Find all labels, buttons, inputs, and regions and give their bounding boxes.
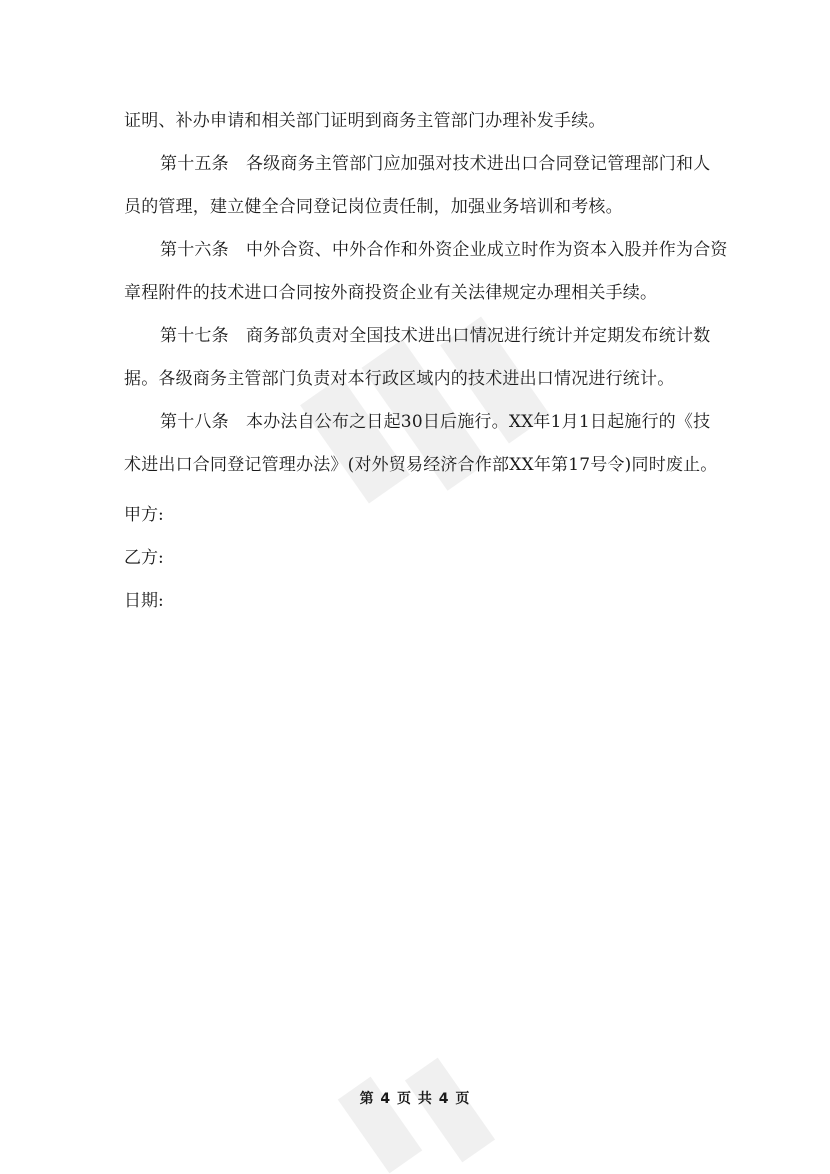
text-line: 第十八条 本办法自公布之日起30日后施行。XX年1月1日起施行的《技 xyxy=(160,412,711,432)
text-line: 术进出口合同登记管理办法》(对外贸易经济合作部XX年第17号令)同时废止。 xyxy=(124,455,718,475)
signature-party-a: 甲方: xyxy=(124,505,164,525)
text-line: 据。各级商务主管部门负责对本行政区域内的技术进出口情况进行统计。 xyxy=(124,369,675,389)
page-number-footer: 第 4 页 共 4 页 xyxy=(359,1091,471,1107)
article-17 xyxy=(124,315,714,401)
text-line: 章程附件的技术进口合同按外商投资企业有关法律规定办理相关手续。 xyxy=(124,283,658,303)
article-15 xyxy=(124,143,714,229)
text-line: 员的管理，建立健全合同登记岗位责任制，加强业务培训和考核。 xyxy=(124,197,623,217)
article-16 xyxy=(124,229,728,315)
text-line: 证明、补办申请和相关部门证明到商务主管部门办理补发手续。 xyxy=(124,111,606,131)
text-line: 第十五条 各级商务主管部门应加强对技术进出口合同登记管理部门和人 xyxy=(160,154,711,174)
signature-party-b: 乙方: xyxy=(124,548,164,568)
article-18 xyxy=(124,401,718,487)
paragraph-continuation xyxy=(124,100,714,143)
text-line: 第十六条 中外合资、中外合作和外资企业成立时作为资本入股并作为合资 xyxy=(160,240,728,260)
text-line: 第十七条 商务部负责对全国技术进出口情况进行统计并定期发布统计数 xyxy=(160,326,711,346)
signature-date: 日期: xyxy=(124,591,164,611)
